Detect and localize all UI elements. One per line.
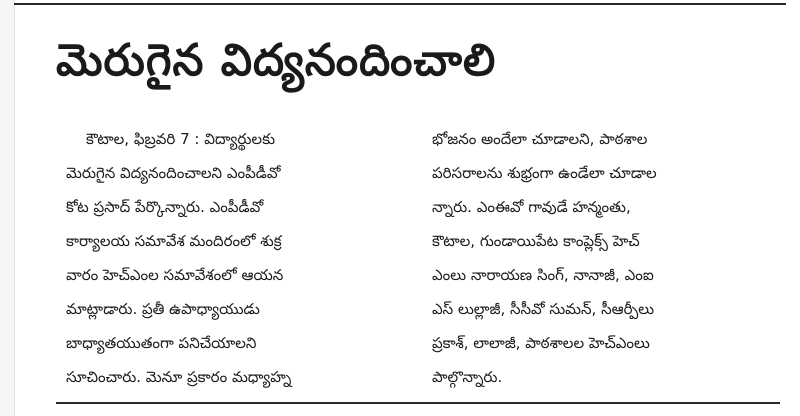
text-line: మాట్లాడారు. ప్రతీ ఉపాధ్యాయుడు xyxy=(66,300,260,318)
text-line: మెరుగైన విద్యనందించాలని ఎంపీడీవో xyxy=(66,164,281,182)
page-left-margin xyxy=(0,0,15,416)
headline: మెరుగైన విద్యనందించాలి xyxy=(56,35,497,86)
text-line: కోట ప్రసాద్ పేర్కొన్నారు. ఎంపీడీవో xyxy=(66,198,264,216)
text-line: పాల్గొన్నారు. xyxy=(432,368,503,386)
article-column-right xyxy=(432,122,782,394)
text-line: పరిసరాలను శుభ్రంగా ఉండేలా చూడాల xyxy=(432,164,657,182)
text-line: కౌటాల, ఫిబ్రవరి 7 : విద్యార్థులకు xyxy=(86,130,276,148)
text-line: బాధ్యాతయుతంగా పనిచేయాలని xyxy=(66,334,257,352)
text-line: ఎంలు నారాయణ సింగ్, నానాజీ, ఎంఐ xyxy=(432,266,654,284)
article-column-left xyxy=(66,122,418,394)
text-line: న్నారు. ఎంఈవో గావుడే హన్మంతు, xyxy=(432,198,631,216)
text-line: కౌటాల, గుండాయిపేట కాంప్లెక్స్ హెచ్ xyxy=(432,232,640,250)
text-line: ప్రకాశ్, లాలాజీ, పాఠశాలల హెచ్ఎంలు xyxy=(432,334,650,352)
text-line: సూచించారు. మెనూ ప్రకారం మధ్యాహ్న xyxy=(66,368,292,386)
text-line: ఎస్ లుల్లాజీ, సీసీవో సుమన్, సీఆర్పీలు xyxy=(432,300,655,318)
bottom-rule xyxy=(56,402,780,404)
text-line: వారం హెచ్ఎంల సమావేశంలో ఆయన xyxy=(66,266,284,284)
text-line: భోజనం అందేలా చూడాలని, పాఠశాల xyxy=(432,130,648,148)
top-rule xyxy=(14,3,786,5)
text-line: కార్యాలయ సమావేశ మందిరంలో శుక్ర xyxy=(66,232,282,250)
